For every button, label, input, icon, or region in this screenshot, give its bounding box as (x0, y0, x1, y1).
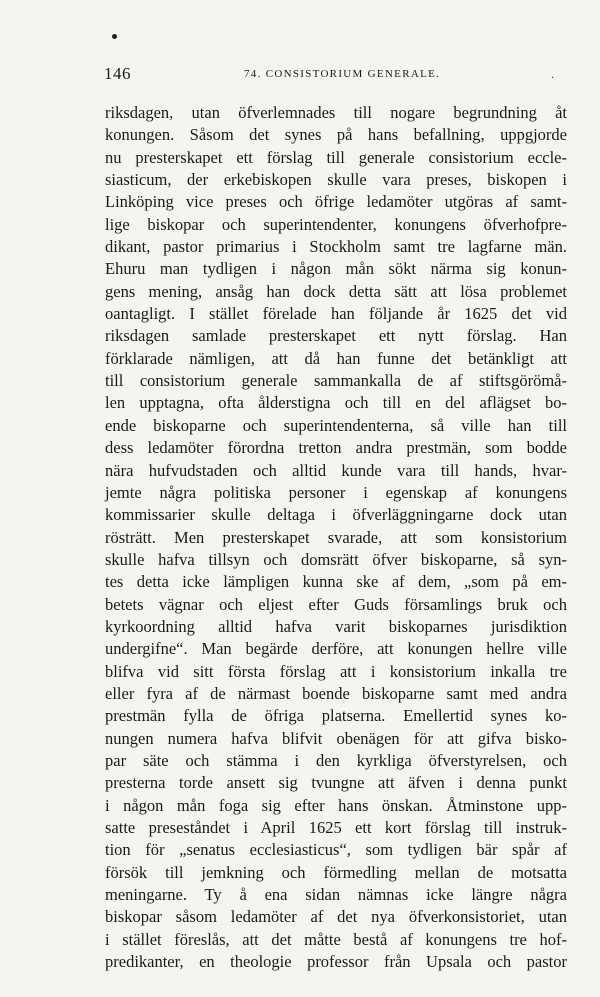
text-line: konungen. Såsom det synes på hans befallning, uppgjorde (105, 125, 567, 145)
text-line: till consistorium generale sammankalla de af stiftsgörömå- (105, 371, 567, 391)
text-line: blifva vid sitt första förslag att i konsistorium inkalla tre (105, 661, 567, 681)
text-line: försök till jemkning och förmedling mellan de motsatta (105, 862, 567, 882)
text-line: undergifne“. Man begärde derföre, att konungen hellre ville (105, 639, 567, 659)
header-mark: . (551, 67, 554, 81)
text-line: dess ledamöter förordna tretton andra prestmän, som bodde (105, 438, 567, 458)
text-line: riksdagen samlade presterskapet ett nytt förslag. Han (105, 326, 567, 346)
text-line: rösträtt. Men presterskapet svarade, att som konsistorium (105, 527, 567, 547)
text-line: meningarne. Ty å ena sidan nämnas icke längre några (105, 885, 567, 905)
text-line: dikant, pastor primarius i Stockholm samt tre lagfarne män. (105, 237, 567, 257)
text-line: betets vägnar och eljest efter Guds församlings bruk och (105, 594, 567, 614)
text-line: prestmän fylla de öfriga platserna. Emellertid synes ko- (105, 706, 567, 726)
text-line: satte preseståndet i April 1625 ett kort förslag till instruk- (105, 818, 567, 837)
text-line: nu presterskapet ett förslag till generale consistorium eccle- (105, 147, 567, 167)
text-line: tes detta icke lämpligen kunna ske af dem, „som på em- (105, 572, 567, 592)
text-line: predikanter, en theologie professor från Upsala och pastor (105, 952, 567, 972)
text-line: gens mening, ansåg han dock detta sätt att lösa problemet (105, 281, 567, 301)
text-line: par säte och stämma i den kyrkliga öfverstyrelsen, och (105, 750, 567, 770)
text-line: nungen numera hafva blifvit obenägen för att gifva bisko- (105, 728, 567, 748)
text-line: jemte några politiska personer i egenskap af konungens (105, 482, 567, 502)
text-line: Linköping vice preses och öfrige ledamöter utgöras af samt- (105, 192, 567, 212)
text-line: eller fyra af de närmast boende biskoparne samt med andra (105, 683, 567, 703)
text-line: len upptagna, ofta ålderstigna och till en del aflägset bo- (105, 393, 567, 413)
text-line: i någon mån foga sig efter hans önskan. Åtminstone upp- (105, 795, 567, 815)
running-header (104, 61, 554, 87)
text-line: siasticum, der erkebiskopen skulle vara preses, biskopen i (105, 170, 567, 190)
text-line: biskopar såsom ledamöter af det nya öfverkonsistoriet, utan (105, 907, 567, 927)
page-number: 146 (104, 64, 131, 83)
chapter-title: 74. CONSISTORIUM GENERALE. (244, 68, 441, 80)
text-line: i stället föreslås, att det måtte bestå af konungens tre hof- (105, 929, 567, 949)
ink-speck (112, 34, 117, 39)
text-line: Ehuru man tydligen i någon mån sökt närma sig konun- (105, 259, 567, 279)
text-line: förklarade nämligen, att då han funne det betänkligt att (105, 348, 567, 368)
text-line: skulle hafva tillsyn och domsrätt öfver biskoparne, så syn- (105, 549, 567, 569)
text-line: nära hufvudstaden och alltid kunde vara till hands, hvar- (105, 460, 567, 480)
text-line: kommissarier skulle deltaga i öfverläggningarne dock utan (105, 505, 567, 525)
text-line: oantagligt. I stället förelade han följande år 1625 det vid (105, 304, 567, 324)
text-line: tion för „senatus ecclesiasticus“, som tydligen bär spår af (105, 840, 567, 860)
text-line: kyrkoordning alltid hafva varit biskoparnes jurisdiktion (105, 616, 567, 636)
text-line: presterna torde ansett sig tvungne att äfven i denna punkt (105, 773, 567, 793)
text-line: ende biskoparne och superintendenterna, så ville han till (105, 415, 567, 435)
text-line: lige biskopar och superintendenter, konungens öfverhofpre- (105, 214, 567, 234)
text-line: riksdagen, utan öfverlemnades till nogare begrundning åt (105, 103, 567, 122)
body-text (105, 102, 567, 973)
